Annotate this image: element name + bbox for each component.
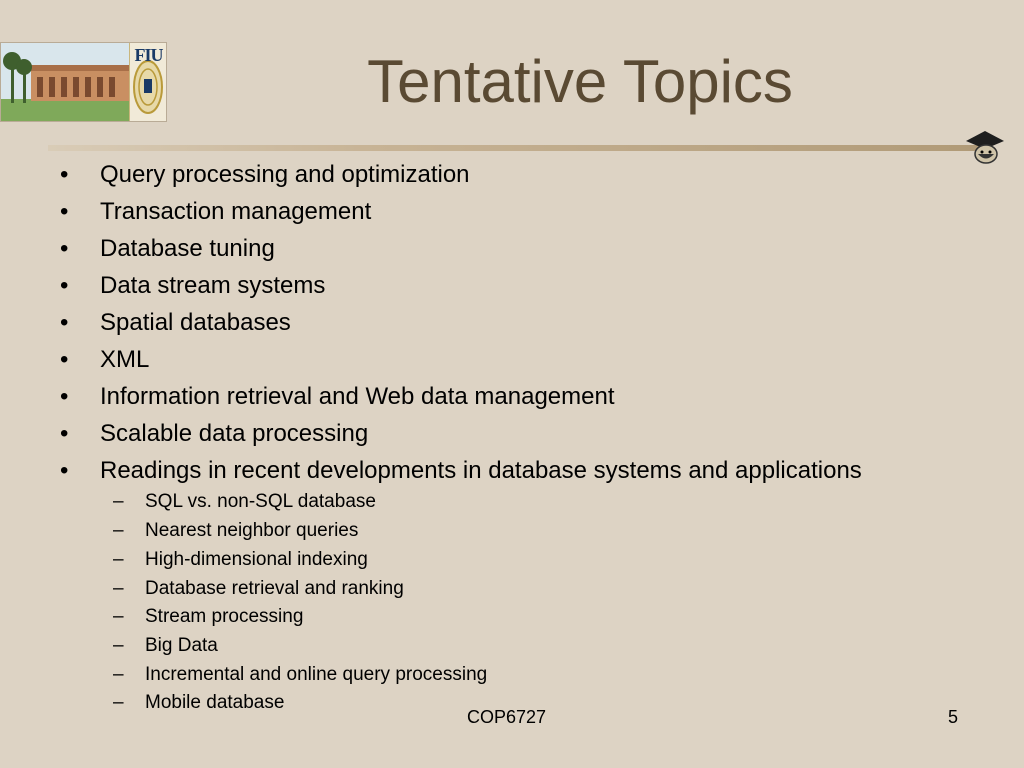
bullet-mark: • <box>60 272 69 299</box>
topic-text: Information retrieval and Web data management <box>100 383 615 410</box>
bullet-mark: • <box>60 346 69 373</box>
subtopic-text: Stream processing <box>145 606 304 627</box>
bullet-mark: • <box>60 457 69 484</box>
subtopic-text: Nearest neighbor queries <box>145 520 359 541</box>
topic-text: Query processing and optimization <box>100 161 470 188</box>
topic-text: Data stream systems <box>100 272 326 299</box>
dash-mark: – <box>113 635 124 656</box>
topic-text: Transaction management <box>100 198 372 225</box>
footer-course-code: COP6727 <box>467 707 547 727</box>
subtopic-text: Mobile database <box>145 692 285 713</box>
campus-photo <box>1 43 129 121</box>
subtopic-text: Incremental and online query processing <box>145 664 488 685</box>
fiu-logo <box>129 43 167 121</box>
subtopic-text: Big Data <box>145 635 218 656</box>
topic-text: Scalable data processing <box>100 420 369 447</box>
title-divider <box>48 145 983 151</box>
bullet-mark: • <box>60 420 69 447</box>
topic-text: XML <box>100 346 150 373</box>
topic-text: Readings in recent developments in database systems and applications <box>100 457 862 484</box>
subtopic-text: High-dimensional indexing <box>145 549 368 570</box>
bullet-mark: • <box>60 309 69 336</box>
bullet-mark: • <box>60 161 69 188</box>
footer-page-number: 5 <box>948 707 959 727</box>
dash-mark: – <box>113 520 124 541</box>
dash-mark: – <box>113 692 124 713</box>
subtopic-text: SQL vs. non-SQL database <box>145 491 376 512</box>
subtopic-text: Database retrieval and ranking <box>145 578 404 599</box>
dash-mark: – <box>113 549 124 570</box>
topic-text: Spatial databases <box>100 309 291 336</box>
bullet-mark: • <box>60 198 69 225</box>
slide-title: Tentative Topics <box>367 48 793 115</box>
purdue-mascot-icon <box>964 127 1006 167</box>
campus-banner-image <box>0 42 167 122</box>
bullet-mark: • <box>60 235 69 262</box>
dash-mark: – <box>113 578 124 599</box>
fiu-logo-text: FIU <box>134 45 163 65</box>
dash-mark: – <box>113 491 124 512</box>
fiu-seal-icon <box>130 57 167 117</box>
dash-mark: – <box>113 606 124 627</box>
dash-mark: – <box>113 664 124 685</box>
bullet-mark: • <box>60 383 69 410</box>
topic-text: Database tuning <box>100 235 275 262</box>
